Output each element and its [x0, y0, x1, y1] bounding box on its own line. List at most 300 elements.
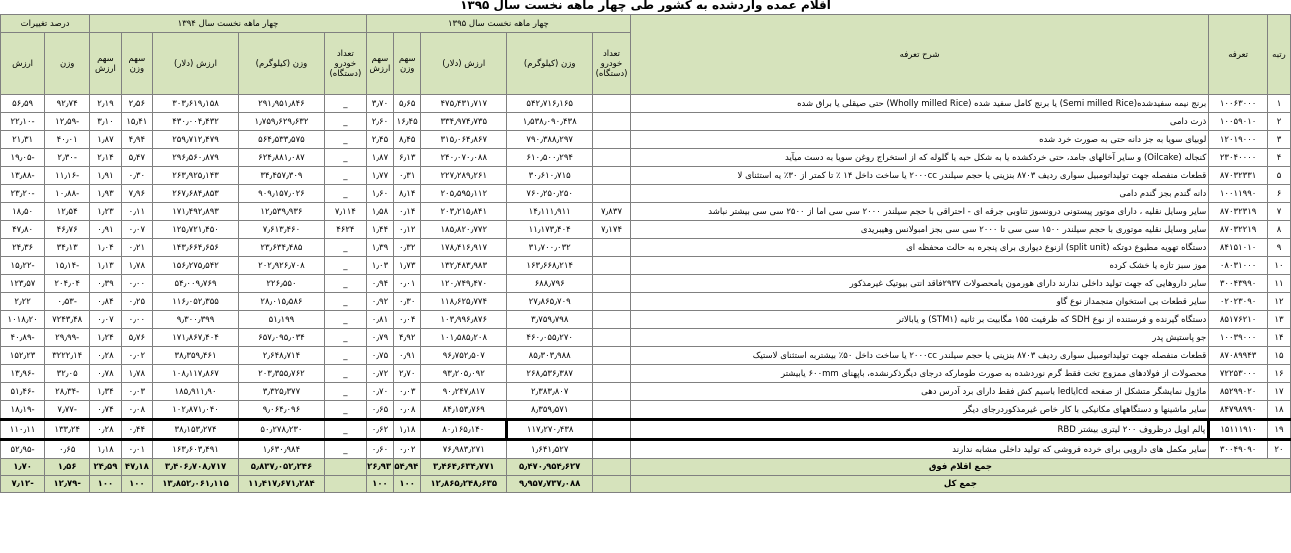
- share-value-1394-cell: ۱٫۹۱: [90, 167, 121, 185]
- value-1395-cell: ۲۰۳٫۲۱۵٫۸۴۱: [421, 203, 507, 221]
- rank-cell: ۱۹: [1267, 420, 1290, 440]
- table-row: [1, 401, 1291, 420]
- share-weight-1395-cell: ۸٫۴۵: [394, 131, 421, 149]
- weight-1394-cell: ۱۱٫۴۱۷٫۶۷۱٫۲۸۴: [238, 476, 324, 493]
- description-cell: سایر مکمل های دارویی برای خرده فروشی که تولید داخلی مشابه ندارند: [630, 440, 1208, 459]
- share-value-1395-cell: ۱٫۳۹: [366, 239, 393, 257]
- table-row: [1, 420, 1291, 440]
- value-1394-cell: ۵۴٫۰۰۹٫۷۶۹: [153, 275, 239, 293]
- share-weight-1395-cell: ۱۰۰: [394, 476, 421, 493]
- weight-1395-cell: ۱٫۶۴۱٫۵۲۷: [507, 440, 593, 459]
- vehicle-count-1394-cell: _: [324, 185, 366, 203]
- value-1394-cell: ۴۳۰٫۰۰۴٫۴۳۲: [153, 113, 239, 131]
- rank-cell: ۸: [1267, 221, 1290, 239]
- vehicle-count-1395-cell: ۷٫۱۷۴: [593, 221, 631, 239]
- value-1395-cell: ۴۷۵٫۴۳۱٫۷۱۷: [421, 95, 507, 113]
- vehicle-count-1395-cell: ۷٫۸۳۷: [593, 203, 631, 221]
- rank-cell: ۱۱: [1267, 275, 1290, 293]
- description-cell: سایر داروهایی که جهت تولید داخلی ندارند دارای هورمون یامحصولات ۲۹۳۷فاقد انتی بیوتیک غیرمذکور: [630, 275, 1208, 293]
- vehicle-count-1395-cell: [593, 167, 631, 185]
- tariff-cell: ۸۷۰۳۲۳۳۱: [1209, 167, 1268, 185]
- value-1395-cell: ۱۲۰٫۷۴۹٫۴۷۰: [421, 275, 507, 293]
- vehicle-count-1394-cell: [324, 459, 366, 476]
- change-value-cell: ۲۴٫۳۶: [1, 239, 45, 257]
- weight-1395-cell: ۶۱۰٫۵۰۰٫۲۹۴: [507, 149, 593, 167]
- share-weight-1394-cell: ۰٫۲۱: [121, 239, 152, 257]
- vehicle-count-1395-cell: [593, 347, 631, 365]
- header-share-weight-1395: سهم وزن: [394, 33, 421, 95]
- share-weight-1395-cell: ۶٫۱۳: [394, 149, 421, 167]
- tariff-cell: ۱۵۱۱۱۹۱۰: [1209, 420, 1268, 440]
- description-cell: ذرت دامی: [630, 113, 1208, 131]
- tariff-cell: ۱۰۰۳۹۰۰۰: [1209, 329, 1268, 347]
- header-period-1395: چهار ماهه نخست سال ۱۳۹۵: [366, 15, 630, 33]
- share-value-1395-cell: ۱٫۰۳: [366, 257, 393, 275]
- change-weight-cell: ۳۲۲۲٫۱۴: [45, 347, 90, 365]
- header-period-1394: چهار ماهه نخست سال ۱۳۹۴: [90, 15, 367, 33]
- rank-cell: ۳: [1267, 131, 1290, 149]
- change-value-cell: ۱٫۷۰: [1, 459, 45, 476]
- weight-1394-cell: ۲۹۱٫۹۵۱٫۸۴۶: [238, 95, 324, 113]
- share-weight-1394-cell: ۰٫۴۴: [121, 420, 152, 440]
- value-1394-cell: ۲۹۶٫۵۶۰٫۸۷۹: [153, 149, 239, 167]
- tariff-cell: ۸۴۷۹۸۹۹۰: [1209, 401, 1268, 420]
- share-value-1395-cell: ۱۰۰: [366, 476, 393, 493]
- rank-cell: ۱۷: [1267, 383, 1290, 401]
- share-weight-1395-cell: ۰٫۹۱: [394, 347, 421, 365]
- share-weight-1394-cell: ۰٫۰۰: [121, 311, 152, 329]
- header-vehicle-count-1394: تعداد خودرو (دستگاه): [324, 33, 366, 95]
- vehicle-count-1394-cell: _: [324, 113, 366, 131]
- tariff-cell: ۸۴۱۵۱۰۱۰: [1209, 239, 1268, 257]
- vehicle-count-1394-cell: _: [324, 440, 366, 459]
- change-value-cell: ۱۵۲٫۲۳: [1, 347, 45, 365]
- value-1395-cell: ۳٫۴۶۴٫۶۳۴٫۷۷۱: [421, 459, 507, 476]
- value-1394-cell: ۱۶۳٫۶۰۳٫۴۹۱: [153, 440, 239, 459]
- tariff-cell: ۱۰۰۱۱۹۹۰: [1209, 185, 1268, 203]
- table-row: [1, 131, 1291, 149]
- share-weight-1394-cell: ۰٫۰۳: [121, 383, 152, 401]
- value-1394-cell: ۱۰۸٫۱۱۷٫۸۶۷: [153, 365, 239, 383]
- tariff-cell: ۳۰۰۴۳۹۹۰: [1209, 275, 1268, 293]
- share-weight-1395-cell: ۰٫۰۱: [394, 275, 421, 293]
- share-weight-1395-cell: ۵۴٫۹۴: [394, 459, 421, 476]
- vehicle-count-1395-cell: [593, 113, 631, 131]
- vehicle-count-1394-cell: _: [324, 347, 366, 365]
- vehicle-count-1395-cell: [593, 365, 631, 383]
- share-value-1394-cell: ۰٫۰۷: [90, 311, 121, 329]
- tariff-cell: ۸۷۰۳۲۳۱۹: [1209, 203, 1268, 221]
- change-weight-cell: ۰٫۶۵: [45, 440, 90, 459]
- value-1395-cell: ۱۰۱٫۵۸۵٫۲۰۸: [421, 329, 507, 347]
- share-value-1394-cell: ۱٫۱۳: [90, 257, 121, 275]
- share-value-1394-cell: ۳٫۱۰: [90, 113, 121, 131]
- value-1394-cell: ۱۱۶٫۰۵۲٫۳۵۵: [153, 293, 239, 311]
- header-change-value: ارزش: [1, 33, 45, 95]
- value-1395-cell: ۳۳۴٫۹۷۴٫۷۳۵: [421, 113, 507, 131]
- rank-cell: ۶: [1267, 185, 1290, 203]
- value-1395-cell: ۲۲۷٫۲۸۹٫۲۶۱: [421, 167, 507, 185]
- description-cell: لوبیای سویا به جز دانه حتی به صورت خرد شده: [630, 131, 1208, 149]
- share-weight-1394-cell: ۰٫۱۱: [121, 203, 152, 221]
- weight-1395-cell: ۴۶۰٫۰۵۵٫۲۷۰: [507, 329, 593, 347]
- share-weight-1394-cell: ۴٫۹۴: [121, 131, 152, 149]
- share-weight-1395-cell: ۰٫۰۸: [394, 401, 421, 420]
- description-cell: قطعات منفصله جهت تولیداتومبیل سواری ردیف ۸۷۰۳ بنزینی یا حجم سیلندر ۲۰۰۰cc یا ساخت داخل ۵۰٪ بیشتربه استثنای لاستیک: [630, 347, 1208, 365]
- table-row: [1, 311, 1291, 329]
- weight-1395-cell: ۲٫۳۸۳٫۸۰۷: [507, 383, 593, 401]
- weight-1394-cell: ۶۲۴٫۸۸۱٫۰۸۷: [238, 149, 324, 167]
- value-1394-cell: ۱۷۱٫۸۶۷٫۴۰۴: [153, 329, 239, 347]
- vehicle-count-1394-cell: _: [324, 95, 366, 113]
- share-value-1395-cell: ۰٫۶۲: [366, 420, 393, 440]
- value-1395-cell: ۹۶٫۷۵۲٫۵۰۷: [421, 347, 507, 365]
- header-rank: رتبه: [1267, 15, 1290, 95]
- vehicle-count-1395-cell: [593, 95, 631, 113]
- rank-cell: ۴: [1267, 149, 1290, 167]
- value-1395-cell: ۱۰۳٫۹۹۶٫۸۷۶: [421, 311, 507, 329]
- change-weight-cell: ۱۲٫۵۴: [45, 203, 90, 221]
- tariff-cell: ۳۰۰۴۹۰۹۰: [1209, 440, 1268, 459]
- vehicle-count-1394-cell: _: [324, 257, 366, 275]
- change-weight-cell: -۱۵٫۱۴: [45, 257, 90, 275]
- description-cell: دستگاه گیرنده و فرستنده از نوع SDH که ظرفیت ۱۵۵ مگابیت بر ثانیه (STM۱) و یابالاتر: [630, 311, 1208, 329]
- weight-1395-cell: ۱۱٫۱۷۳٫۴۰۴: [507, 221, 593, 239]
- vehicle-count-1394-cell: _: [324, 149, 366, 167]
- weight-1394-cell: ۲۳٫۶۳۴٫۴۸۵: [238, 239, 324, 257]
- table-row: [1, 167, 1291, 185]
- share-weight-1395-cell: ۰٫۱۴: [394, 203, 421, 221]
- share-value-1395-cell: ۱٫۷۷: [366, 167, 393, 185]
- share-value-1395-cell: ۲٫۴۵: [366, 131, 393, 149]
- vehicle-count-1394-cell: _: [324, 167, 366, 185]
- share-weight-1394-cell: ۰٫۳۰: [121, 167, 152, 185]
- change-value-cell: ۲۱٫۳۱: [1, 131, 45, 149]
- share-weight-1394-cell: ۵٫۷۶: [121, 329, 152, 347]
- header-description: شرح تعرفه: [630, 15, 1208, 95]
- weight-1395-cell: ۲۷٫۸۶۵٫۷۰۹: [507, 293, 593, 311]
- value-1394-cell: ۱۴۳٫۶۶۴٫۶۵۶: [153, 239, 239, 257]
- header-weight-1395: وزن (کیلوگرم): [507, 33, 593, 95]
- share-weight-1395-cell: ۰٫۳۲: [394, 239, 421, 257]
- share-value-1394-cell: ۰٫۷۸: [90, 365, 121, 383]
- value-1395-cell: ۱۷۸٫۴۱۶٫۹۱۷: [421, 239, 507, 257]
- tariff-cell: ۷۲۲۵۳۰۰۰: [1209, 365, 1268, 383]
- vehicle-count-1394-cell: ۴۶۲۴: [324, 221, 366, 239]
- description-cell: پالم اویل درظروف ۲۰۰ لیتری بیشتر RBD: [630, 420, 1208, 440]
- share-weight-1395-cell: ۴٫۹۲: [394, 329, 421, 347]
- rank-cell: ۱: [1267, 95, 1290, 113]
- share-value-1394-cell: ۰٫۲۸: [90, 420, 121, 440]
- value-1395-cell: ۷۶٫۹۸۳٫۲۷۱: [421, 440, 507, 459]
- change-value-cell: ۱۱۰٫۱۱: [1, 420, 45, 440]
- share-value-1394-cell: ۰٫۹۱: [90, 221, 121, 239]
- value-1395-cell: ۲۴۰٫۰۷۰٫۰۸۸: [421, 149, 507, 167]
- share-value-1394-cell: ۲٫۱۴: [90, 149, 121, 167]
- weight-1394-cell: ۱۲٫۵۳۹٫۹۳۶: [238, 203, 324, 221]
- share-value-1395-cell: ۳٫۷۰: [366, 95, 393, 113]
- vehicle-count-1394-cell: [324, 476, 366, 493]
- header-share-value-1395: سهم ارزش: [366, 33, 393, 95]
- weight-1395-cell: ۲۶۸٫۵۳۶٫۳۸۷: [507, 365, 593, 383]
- weight-1394-cell: ۳٫۳۲۵٫۳۷۷: [238, 383, 324, 401]
- tariff-cell: ۱۰۰۵۹۰۱۰: [1209, 113, 1268, 131]
- value-1394-cell: ۲۶۷٫۶۸۴٫۸۵۳: [153, 185, 239, 203]
- tariff-cell: ۱۰۰۶۳۰۰۰: [1209, 95, 1268, 113]
- change-value-cell: -۱۸٫۱۹: [1, 401, 45, 420]
- header-vehicle-count-1395: تعداد خودرو (دستگاه): [593, 33, 631, 95]
- weight-1394-cell: ۵۰٫۲۷۸٫۲۳۰: [238, 420, 324, 440]
- description-cell: دانه گندم بجز گندم دامی: [630, 185, 1208, 203]
- value-1394-cell: ۲۵۹٫۷۱۲٫۴۷۹: [153, 131, 239, 149]
- change-weight-cell: ۲۰۴٫۰۴: [45, 275, 90, 293]
- share-weight-1394-cell: ۱٫۷۸: [121, 257, 152, 275]
- share-weight-1394-cell: ۴۷٫۱۸: [121, 459, 152, 476]
- rank-cell: ۱۵: [1267, 347, 1290, 365]
- share-weight-1395-cell: ۰٫۳۱: [394, 167, 421, 185]
- share-weight-1395-cell: ۱٫۱۸: [394, 420, 421, 440]
- weight-1394-cell: ۲٫۶۴۸٫۷۱۴: [238, 347, 324, 365]
- change-value-cell: -۱۳٫۹۶: [1, 365, 45, 383]
- tariff-cell: ۸۵۲۹۹۰۲۰: [1209, 383, 1268, 401]
- weight-1394-cell: ۹٫۰۶۴٫۰۹۶: [238, 401, 324, 420]
- vehicle-count-1394-cell: _: [324, 401, 366, 420]
- value-1394-cell: ۳۸٫۱۵۳٫۲۷۴: [153, 420, 239, 440]
- weight-1395-cell: ۳٫۷۵۹٫۷۹۸: [507, 311, 593, 329]
- table-row: [1, 347, 1291, 365]
- change-weight-cell: -۲۹٫۹۹: [45, 329, 90, 347]
- table-row: [1, 149, 1291, 167]
- weight-1395-cell: ۷۶۰٫۲۵۰٫۲۵۰: [507, 185, 593, 203]
- rank-cell: ۲: [1267, 113, 1290, 131]
- share-weight-1394-cell: ۱۵٫۴۱: [121, 113, 152, 131]
- change-weight-cell: -۰٫۵۳: [45, 293, 90, 311]
- value-1394-cell: ۱۳٫۸۵۲٫۰۶۱٫۱۱۵: [153, 476, 239, 493]
- weight-1394-cell: ۱٫۷۵۹٫۶۲۹٫۶۳۲: [238, 113, 324, 131]
- change-weight-cell: -۱۰٫۸۸: [45, 185, 90, 203]
- rank-cell: ۱۳: [1267, 311, 1290, 329]
- share-value-1395-cell: ۲۶٫۹۳: [366, 459, 393, 476]
- share-value-1394-cell: ۰٫۷۴: [90, 401, 121, 420]
- share-value-1395-cell: ۰٫۷۹: [366, 329, 393, 347]
- share-value-1394-cell: ۱٫۸۷: [90, 131, 121, 149]
- value-1395-cell: ۹۰٫۲۴۷٫۸۱۷: [421, 383, 507, 401]
- table-row: [1, 440, 1291, 459]
- tariff-cell: ۸۵۱۷۶۲۱۰: [1209, 311, 1268, 329]
- value-1395-cell: ۳۱۵٫۰۶۴٫۸۶۷: [421, 131, 507, 149]
- change-weight-cell: ۳۲٫۰۵: [45, 365, 90, 383]
- table-row: [1, 113, 1291, 131]
- weight-1395-cell: ۵٫۴۷۰٫۹۵۴٫۶۲۷: [507, 459, 593, 476]
- change-weight-cell: -۱۲٫۵۹: [45, 113, 90, 131]
- weight-1394-cell: ۵۱٫۱۹۹: [238, 311, 324, 329]
- vehicle-count-1395-cell: [593, 476, 631, 493]
- tariff-cell: ۸۷۰۸۹۹۴۳: [1209, 347, 1268, 365]
- description-cell: محصولات از فولادهای ممزوج تخت فقط گرم نوردشده به صورت طومارکه درجای دیگرذکرنشده، باپهنای ۶۰۰mm یابیشتر: [630, 365, 1208, 383]
- table-row: [1, 383, 1291, 401]
- weight-1395-cell: ۱۶۳٫۶۶۸٫۲۱۴: [507, 257, 593, 275]
- vehicle-count-1395-cell: [593, 149, 631, 167]
- tariff-cell: ۰۲۰۲۳۰۹۰: [1209, 293, 1268, 311]
- change-weight-cell: ۴۶٫۷۶: [45, 221, 90, 239]
- change-weight-cell: ۱۳۳٫۲۴: [45, 420, 90, 440]
- share-weight-1394-cell: ۵٫۴۷: [121, 149, 152, 167]
- share-value-1394-cell: ۱٫۳۴: [90, 383, 121, 401]
- rank-cell: ۱۴: [1267, 329, 1290, 347]
- weight-1395-cell: ۸٫۳۵۹٫۵۷۱: [507, 401, 593, 420]
- value-1394-cell: ۱۵۶٫۲۷۵٫۵۴۲: [153, 257, 239, 275]
- share-value-1395-cell: ۱٫۴۴: [366, 221, 393, 239]
- value-1395-cell: ۹۳٫۲۰۵٫۰۹۲: [421, 365, 507, 383]
- share-value-1395-cell: ۱٫۸۷: [366, 149, 393, 167]
- share-value-1395-cell: ۰٫۹۲: [366, 293, 393, 311]
- share-value-1395-cell: ۰٫۷۲: [366, 365, 393, 383]
- share-value-1394-cell: ۲٫۱۹: [90, 95, 121, 113]
- value-1394-cell: ۱۷۱٫۴۹۲٫۸۹۳: [153, 203, 239, 221]
- weight-1394-cell: ۱٫۶۳۰٫۹۸۴: [238, 440, 324, 459]
- share-value-1395-cell: ۰٫۷۵: [366, 347, 393, 365]
- description-cell: موز سبز تازه یا خشک کرده: [630, 257, 1208, 275]
- header-change: درصد تغییرات: [1, 15, 90, 33]
- share-value-1395-cell: ۰٫۶۵: [366, 401, 393, 420]
- weight-1394-cell: ۷٫۶۱۳٫۴۶۰: [238, 221, 324, 239]
- share-weight-1395-cell: ۵٫۶۵: [394, 95, 421, 113]
- header-tariff: تعرفه: [1209, 15, 1268, 95]
- change-value-cell: ۲٫۲۲: [1, 293, 45, 311]
- share-value-1394-cell: ۱٫۹۳: [90, 185, 121, 203]
- share-weight-1394-cell: ۰٫۰۱: [121, 440, 152, 459]
- table-row: [1, 239, 1291, 257]
- change-weight-cell: ۷۲۴۳٫۴۸: [45, 311, 90, 329]
- page-title: اقلام عمده واردشده به کشور طی چهار ماهه نخست سال ۱۳۹۵: [460, 0, 831, 12]
- vehicle-count-1394-cell: _: [324, 131, 366, 149]
- share-weight-1394-cell: ۲٫۵۶: [121, 95, 152, 113]
- vehicle-count-1394-cell: _: [324, 329, 366, 347]
- weight-1394-cell: ۳۴٫۴۵۷٫۳۰۹: [238, 167, 324, 185]
- change-value-cell: -۱۹٫۰۵: [1, 149, 45, 167]
- header-share-weight-1394: سهم وزن: [121, 33, 152, 95]
- total-label: جمع اقلام فوق: [630, 459, 1290, 476]
- change-weight-cell: -۷٫۷۷: [45, 401, 90, 420]
- description-cell: برنج نیمه سفیدشده(Semi milled Rice) یا برنج کامل سفید شده (Wholly milled Rice) حتی صیقلی یا براق شده: [630, 95, 1208, 113]
- share-value-1395-cell: ۰٫۶۰: [366, 440, 393, 459]
- vehicle-count-1395-cell: [593, 293, 631, 311]
- share-value-1395-cell: ۱٫۶۰: [366, 185, 393, 203]
- share-weight-1395-cell: ۰٫۳۰: [394, 293, 421, 311]
- vehicle-count-1395-cell: [593, 440, 631, 459]
- value-1394-cell: ۲۶۳٫۹۲۵٫۱۴۳: [153, 167, 239, 185]
- vehicle-count-1395-cell: [593, 383, 631, 401]
- change-weight-cell: ۱٫۵۶: [45, 459, 90, 476]
- share-value-1394-cell: ۱۰۰: [90, 476, 121, 493]
- change-value-cell: ۱۰۱۸٫۲۰: [1, 311, 45, 329]
- table-row: [1, 365, 1291, 383]
- table-row: [1, 185, 1291, 203]
- change-value-cell: -۷٫۱۲: [1, 476, 45, 493]
- change-value-cell: ۱۸٫۵۰: [1, 203, 45, 221]
- value-1395-cell: ۸۰٫۱۶۵٫۱۴۰: [421, 420, 507, 440]
- vehicle-count-1394-cell: _: [324, 239, 366, 257]
- value-1395-cell: ۱۸۵٫۸۲۰٫۷۷۲: [421, 221, 507, 239]
- change-value-cell: -۵۱٫۴۶: [1, 383, 45, 401]
- weight-1395-cell: ۶۸۸٫۷۹۶: [507, 275, 593, 293]
- share-value-1394-cell: ۰٫۲۸: [90, 347, 121, 365]
- header-value-1395: ارزش (دلار): [421, 33, 507, 95]
- share-value-1394-cell: ۱٫۰۴: [90, 239, 121, 257]
- vehicle-count-1395-cell: [593, 131, 631, 149]
- weight-1394-cell: ۲۰۲٫۹۲۶٫۷۰۸: [238, 257, 324, 275]
- table-row: [1, 293, 1291, 311]
- change-weight-cell: ۳۴٫۱۳: [45, 239, 90, 257]
- vehicle-count-1395-cell: [593, 257, 631, 275]
- table-row: [1, 95, 1291, 113]
- rank-cell: ۷: [1267, 203, 1290, 221]
- share-value-1394-cell: ۱٫۲۳: [90, 203, 121, 221]
- share-weight-1394-cell: ۰٫۰۲: [121, 347, 152, 365]
- tariff-cell: ۰۸۰۳۱۰۰۰: [1209, 257, 1268, 275]
- share-value-1395-cell: ۰٫۸۱: [366, 311, 393, 329]
- weight-1394-cell: ۲۰۳٫۳۵۵٫۷۶۲: [238, 365, 324, 383]
- description-cell: جو پاستیش پدر: [630, 329, 1208, 347]
- weight-1394-cell: ۵٫۸۳۷٫۰۵۲٫۲۴۶: [238, 459, 324, 476]
- change-value-cell: ۱۲۳٫۵۷: [1, 275, 45, 293]
- tariff-cell: ۱۲۰۱۹۰۰۰: [1209, 131, 1268, 149]
- description-cell: سایر وسایل نقلیه ، دارای موتور پیستونی درونسوز تناوبی جرقه ای - احتراقی با حجم سیلندر ۲۰۰۰ سی سی اما از ۲۵۰۰ سی سی بیشتر نباشد: [630, 203, 1208, 221]
- change-value-cell: -۴۰٫۸۹: [1, 329, 45, 347]
- weight-1394-cell: ۲۲۶٫۵۵۰: [238, 275, 324, 293]
- vehicle-count-1394-cell: _: [324, 311, 366, 329]
- share-weight-1394-cell: ۱۰۰: [121, 476, 152, 493]
- value-1394-cell: ۳٫۴۰۶٫۷۰۸٫۷۱۷: [153, 459, 239, 476]
- rank-cell: ۱۰: [1267, 257, 1290, 275]
- weight-1395-cell: ۹٫۹۵۷٫۷۳۷٫۰۸۸: [507, 476, 593, 493]
- share-value-1394-cell: ۱٫۲۴: [90, 329, 121, 347]
- share-value-1395-cell: ۰٫۹۴: [366, 275, 393, 293]
- header-weight-1394: وزن (کیلوگرم): [238, 33, 324, 95]
- weight-1395-cell: ۸۵٫۳۰۳٫۹۸۸: [507, 347, 593, 365]
- change-weight-cell: -۲٫۳۰: [45, 149, 90, 167]
- vehicle-count-1395-cell: [593, 239, 631, 257]
- table-row: [1, 275, 1291, 293]
- share-value-1395-cell: ۱٫۵۸: [366, 203, 393, 221]
- weight-1394-cell: ۶۵۷٫۰۹۵٫۰۳۴: [238, 329, 324, 347]
- change-weight-cell: -۱۱٫۱۶: [45, 167, 90, 185]
- share-weight-1394-cell: ۰٫۰۰: [121, 275, 152, 293]
- vehicle-count-1395-cell: [593, 329, 631, 347]
- value-1395-cell: ۱۲٫۸۶۵٫۲۴۸٫۶۳۵: [421, 476, 507, 493]
- value-1394-cell: ۱۸۵٫۹۱۱٫۹۰: [153, 383, 239, 401]
- value-1395-cell: ۱۱۸٫۶۲۵٫۷۷۴: [421, 293, 507, 311]
- change-value-cell: ۴۷٫۸۰: [1, 221, 45, 239]
- description-cell: قطعات منفصله جهت تولیداتومبیل سواری ردیف ۸۷۰۳ بنزینی یا حجم سیلندر ۲۰۰۰cc یا ساخت داخل ۱۴ ٪ تا کمتر از ۳۰٪ یه استثنای لا: [630, 167, 1208, 185]
- change-weight-cell: ۴۰٫۰۱: [45, 131, 90, 149]
- weight-1395-cell: ۷۹۰٫۳۸۸٫۲۹۷: [507, 131, 593, 149]
- imports-table: [0, 14, 1291, 493]
- vehicle-count-1395-cell: [593, 401, 631, 420]
- value-1395-cell: ۱۳۲٫۴۸۳٫۹۸۳: [421, 257, 507, 275]
- share-weight-1395-cell: ۲٫۷۰: [394, 365, 421, 383]
- value-1394-cell: ۹٫۳۰۰٫۳۹۹: [153, 311, 239, 329]
- tariff-cell: ۸۷۰۳۲۲۱۹: [1209, 221, 1268, 239]
- vehicle-count-1394-cell: _: [324, 275, 366, 293]
- change-value-cell: -۱۳٫۸۸: [1, 167, 45, 185]
- vehicle-count-1394-cell: _: [324, 383, 366, 401]
- description-cell: ماژول نمایشگر متشکل از صفحه lcdیاled باسیم کش فقط دارای برد آدرس دهی: [630, 383, 1208, 401]
- vehicle-count-1394-cell: _: [324, 420, 366, 440]
- rank-cell: ۱۸: [1267, 401, 1290, 420]
- change-value-cell: -۵۲٫۹۵: [1, 440, 45, 459]
- vehicle-count-1394-cell: _: [324, 365, 366, 383]
